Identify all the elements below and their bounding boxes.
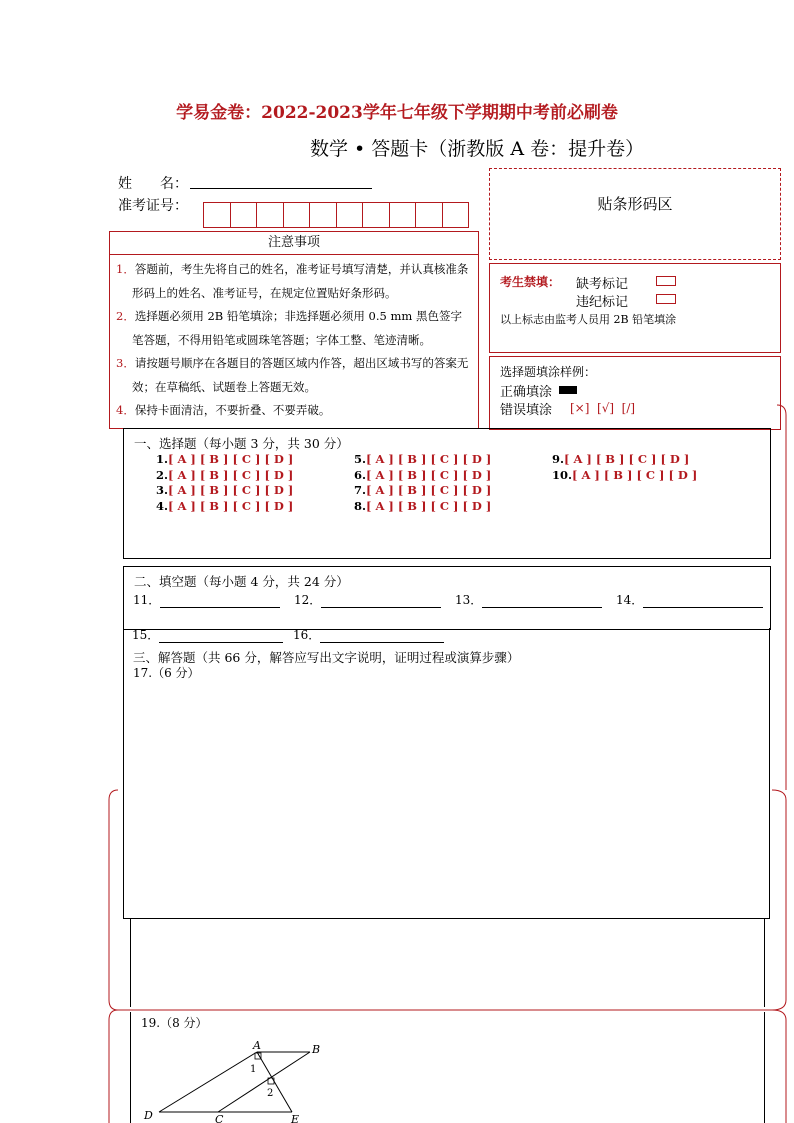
- q19-left-border: [130, 1012, 131, 1123]
- blank-item[interactable]: 15．: [132, 626, 283, 643]
- correct-label: 正确填涂: [500, 385, 553, 400]
- notice-heading: 注意事项: [110, 232, 478, 255]
- wrong-marks: [×] [√] [∕]: [570, 401, 636, 415]
- question-19-label: 19.（8 分）: [141, 1016, 208, 1030]
- notice-item: 1．答题前，考生先将自己的姓名，准考证号填写清楚，并认真核准条形码上的姓名、准考证号，在规定位置贴好条形码。: [116, 262, 469, 300]
- blank-item[interactable]: 16．: [293, 626, 444, 643]
- choice-question-row[interactable]: 1.[ A ] [ B ] [ C ] [ D ]: [156, 452, 294, 466]
- question-17-label: 17.（6 分）: [133, 666, 200, 680]
- choice-question-row[interactable]: 6.[ A ] [ B ] [ C ] [ D ]: [354, 468, 492, 482]
- choice-section: [123, 428, 771, 559]
- barcode-label: 贴条形码区: [597, 195, 673, 213]
- choice-question-row[interactable]: 9.[ A ] [ B ] [ C ] [ D ]: [552, 452, 690, 466]
- angle-1-label: 1: [250, 1064, 257, 1075]
- notice-item: 4．保持卡面清洁，不要折叠、不要弄破。: [116, 403, 331, 417]
- choice-title: 一、选择题（每小题 3 分，共 30 分）: [134, 436, 349, 451]
- q18-left-border: [130, 919, 131, 1007]
- notice-item: 2．选择题必须用 2B 铅笔填涂；非选择题必须用 0.5 mm 黑色签字笔答题，不得用铅笔或圆珠笔答题；字体工整、笔迹清晰。: [116, 309, 462, 347]
- answer-bottom-border: [123, 918, 770, 919]
- violation-label: 违纪标记: [576, 295, 629, 310]
- id-label: 准考证号：: [118, 198, 188, 214]
- choice-question-row[interactable]: 10.[ A ] [ B ] [ C ] [ D ]: [552, 468, 698, 482]
- blank-item[interactable]: 13．: [455, 591, 602, 608]
- point-d-label: D: [144, 1109, 153, 1122]
- point-c-label: C: [215, 1113, 224, 1123]
- blank-item[interactable]: 14．: [616, 591, 763, 608]
- answer-title: 三、解答题（共 66 分，解答应写出文字说明，证明过程或演算步骤）: [133, 650, 520, 665]
- choice-question-row[interactable]: 4.[ A ] [ B ] [ C ] [ D ]: [156, 499, 294, 513]
- point-a-label: A: [253, 1039, 261, 1052]
- notice-item: 3．请按题号顺序在各题目的答题区域内作答，超出区域书写的答案无效；在草稿纸、试题卷上答题无效。: [116, 356, 469, 394]
- choice-question-row[interactable]: 8.[ A ] [ B ] [ C ] [ D ]: [354, 499, 492, 513]
- forbidden-label: 考生禁填：: [500, 275, 561, 289]
- answer-right-border: [769, 628, 770, 919]
- answer-left-border: [123, 628, 124, 919]
- blank-title: 二、填空题（每小题 4 分，共 24 分）: [134, 574, 349, 589]
- point-b-label: B: [312, 1043, 321, 1056]
- choice-question-row[interactable]: 5.[ A ] [ B ] [ C ] [ D ]: [354, 452, 492, 466]
- q18-right-border: [764, 919, 765, 1007]
- name-label: 姓 名：: [118, 176, 188, 192]
- point-e-label: E: [291, 1113, 300, 1123]
- blank-section: [123, 566, 771, 630]
- wrong-label: 错误填涂: [500, 403, 553, 418]
- exam-subtitle: 数学 • 答题卡（浙教版 A 卷：提升卷）: [310, 138, 645, 160]
- q19-right-border: [764, 1012, 765, 1123]
- blank-item[interactable]: 12．: [294, 591, 441, 608]
- absent-label: 缺考标记: [576, 277, 629, 292]
- sample-heading: 选择题填涂样例：: [500, 365, 597, 379]
- geometry-figure: [140, 1036, 340, 1123]
- blank-item[interactable]: 11．: [133, 591, 280, 608]
- choice-question-row[interactable]: 7.[ A ] [ B ] [ C ] [ D ]: [354, 483, 492, 497]
- choice-question-row[interactable]: 2.[ A ] [ B ] [ C ] [ D ]: [156, 468, 294, 482]
- angle-2-label: 2: [267, 1088, 274, 1099]
- choice-question-row[interactable]: 3.[ A ] [ B ] [ C ] [ D ]: [156, 483, 294, 497]
- forbidden-note: 以上标志由监考人员用 2B 铅笔填涂: [500, 313, 677, 326]
- exam-title: 学易金卷：2022-2023学年七年级下学期期中考前必刷卷: [176, 103, 618, 123]
